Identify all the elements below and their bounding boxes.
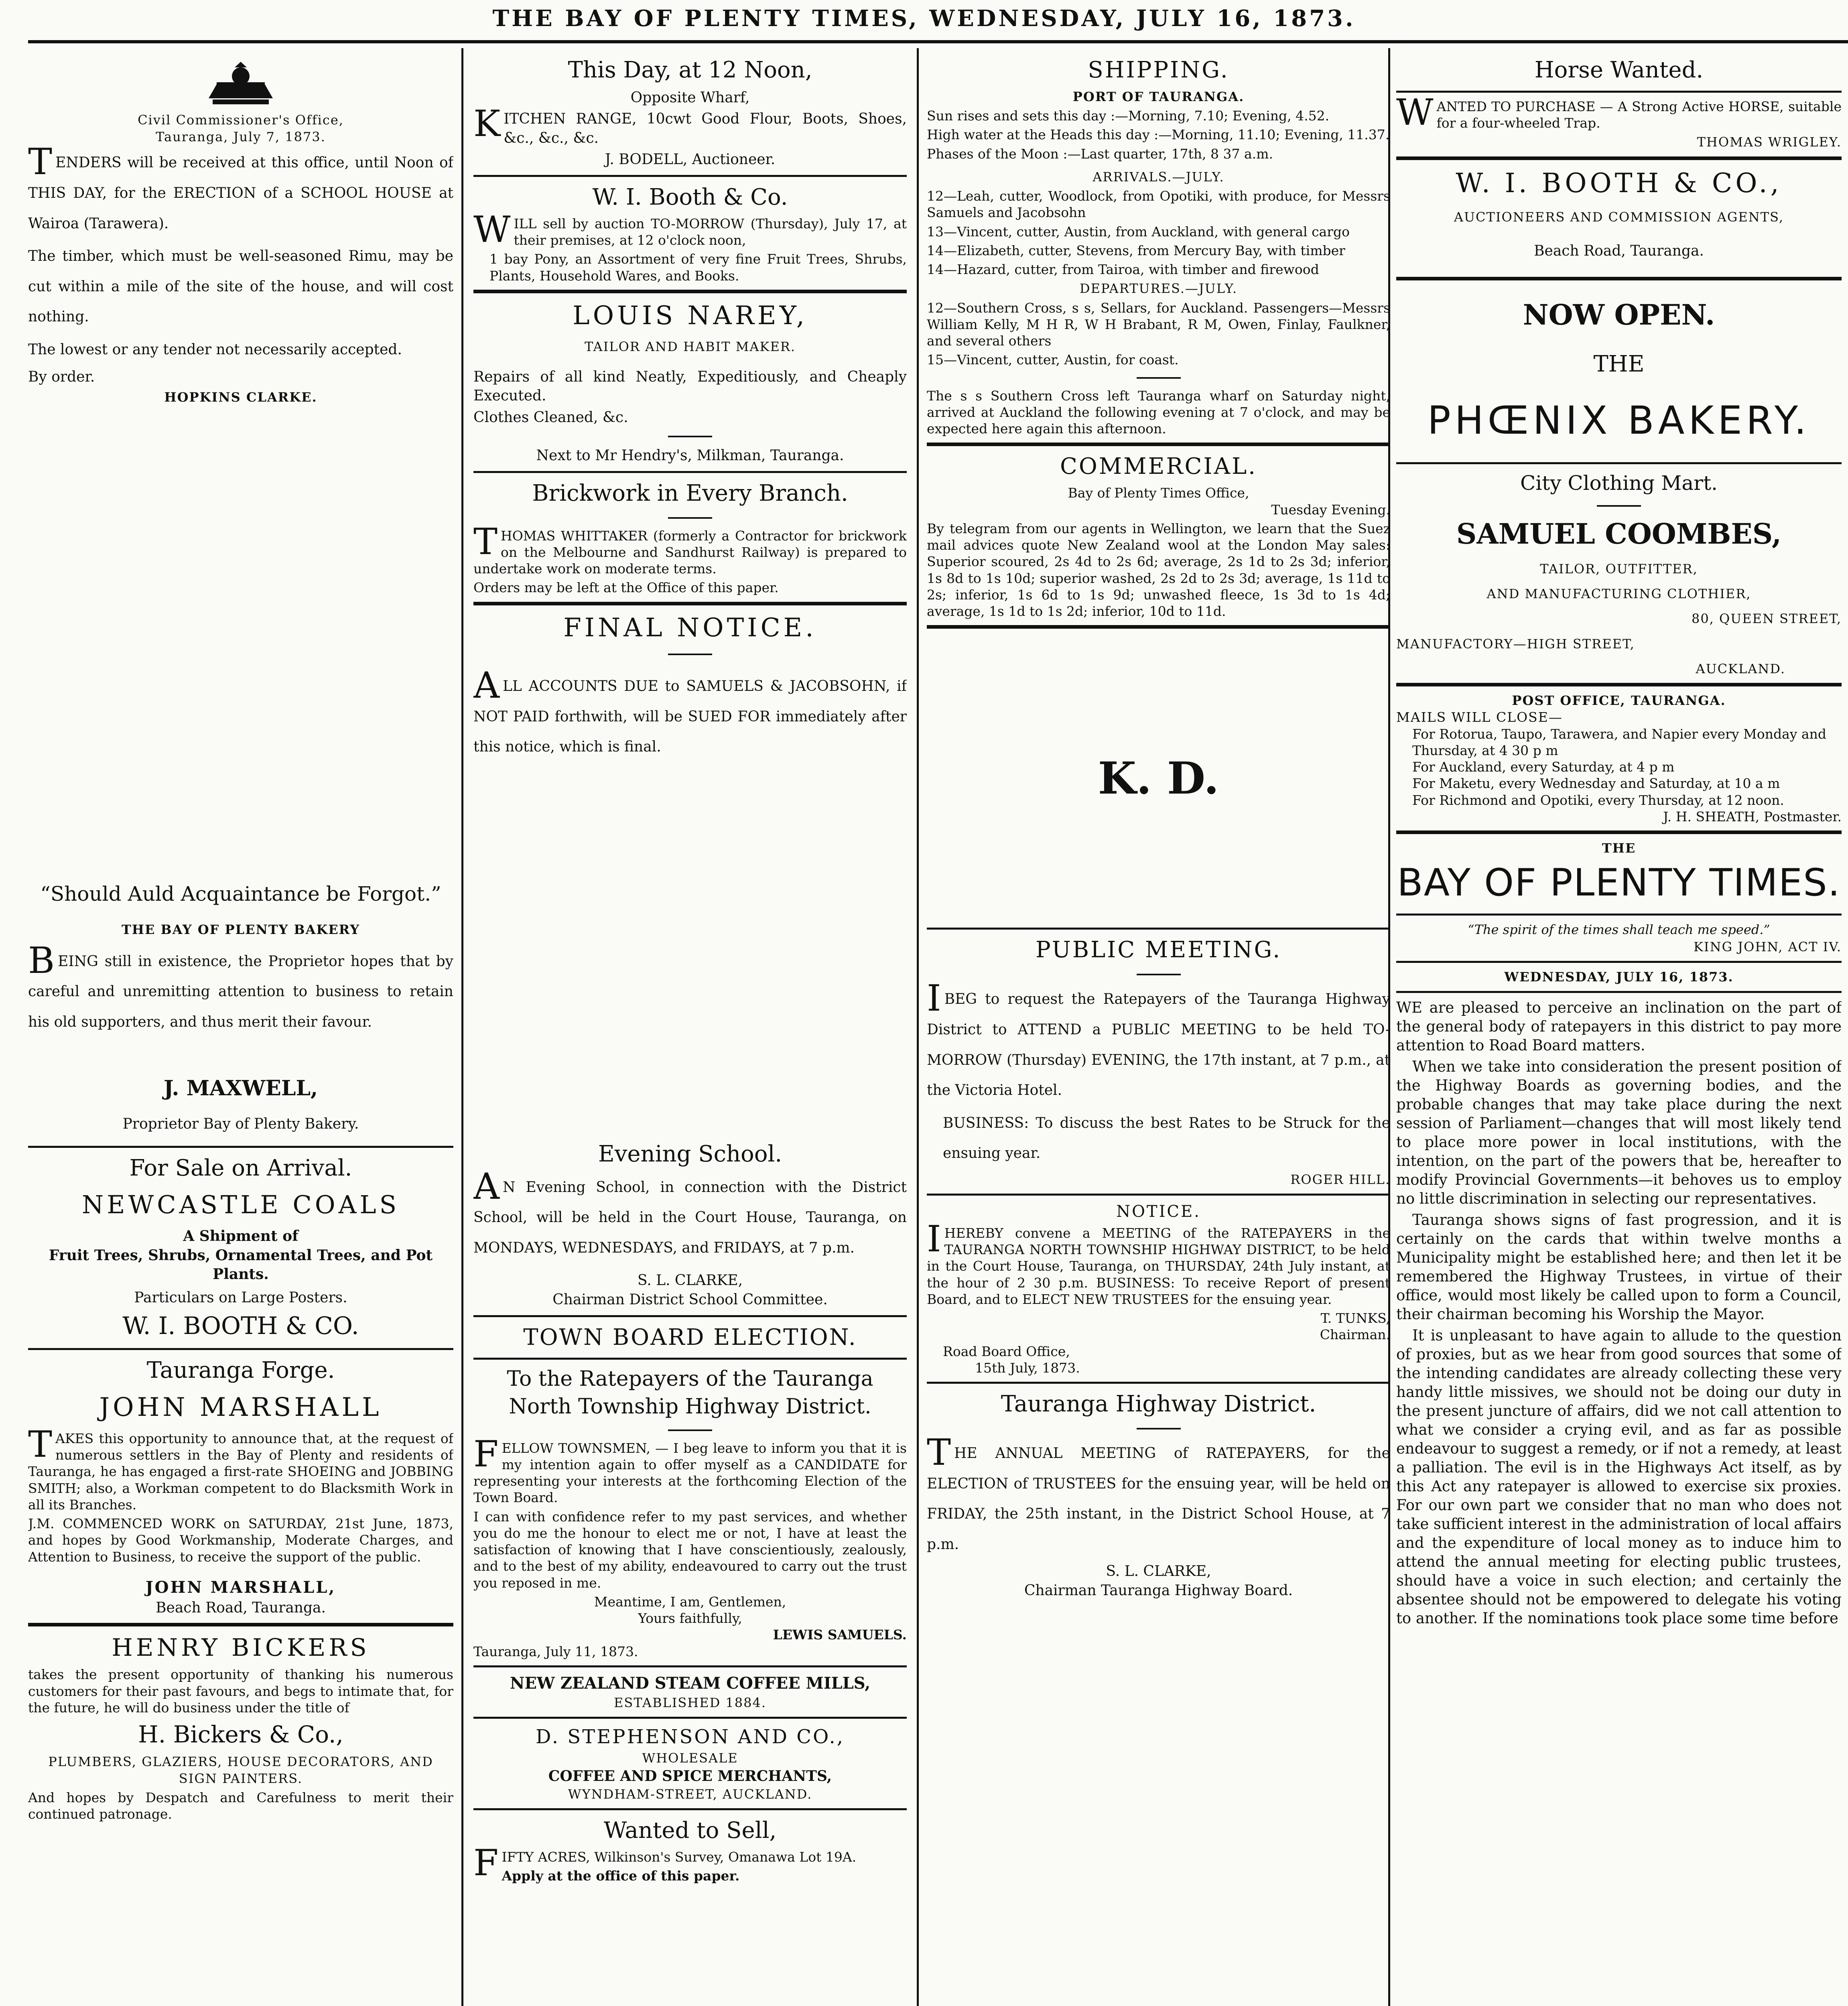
brickwork-body: THOMAS WHITTAKER (formerly a Contractor for brickwork on the Melbourne and Sandhurst Railway) is prepared to undertake work on moderate terms. [473, 520, 907, 577]
brickwork-orders: Orders may be left at the Office of this paper. [473, 580, 779, 596]
tender-byorder: By order. [28, 368, 95, 385]
noon-headline: This Day, at 12 Noon, [568, 57, 812, 83]
coombes-mart: City Clothing Mart. [1520, 471, 1718, 495]
election-ad [473, 1323, 907, 1660]
sale-line: A Shipment of [183, 1228, 299, 1245]
noon-auction-ad [473, 55, 907, 169]
column-2 [473, 52, 907, 2006]
booth-agents-ad [1396, 166, 1842, 261]
booth-auction-ad [473, 183, 907, 284]
ad-divider [1396, 830, 1842, 834]
ad-divider [927, 928, 1390, 930]
post-office-line: For Maketu, every Wednesday and Saturday, at 10 a m [1412, 776, 1780, 792]
wanted-sell-apply: Apply at the office of this paper. [502, 1868, 740, 1884]
shipping-section [927, 55, 1390, 437]
coffee-kind: WHOLESALE [642, 1750, 738, 1766]
horse-wanted-signature: THOMAS WRIGLEY. [1697, 134, 1842, 150]
coombes-factory: MANUFACTORY—HIGH STREET, [1396, 636, 1635, 652]
highway-headline: Tauranga Highway District. [1001, 1391, 1316, 1417]
bickers-trades: PLUMBERS, GLAZIERS, HOUSE DECORATORS, AND SIGN PAINTERS. [48, 1754, 433, 1786]
public-meeting-signature: ROGER HILL. [1290, 1172, 1390, 1187]
election-signature: LEWIS SAMUELS. [773, 1627, 907, 1643]
coffee-firm: D. STEPHENSON AND CO., [535, 1725, 845, 1748]
election-close: Meantime, I am, Gentlemen, [594, 1594, 786, 1610]
election-subtitle: To the Ratepayers of the Tauranga North Township Highway District. [507, 1367, 873, 1419]
editorial-paragraph: It is unpleasant to have again to allude to the question of proxies, but as we hear from good sources that some of the intending candidates are already collecting these very handy little missives, we should not be doing our duty in the present juncture of affairs, did we not call attention to what we consider a crying evil, and as far as possible endeavour to suggest a remedy, or if not a remedy, at least a palliation. The evil is in the Highways Act itself, as by this Act any ratepayer is allowed to exercise six proxies. For our own part we consider that no man who does not take sufficient interest in the administration of local affairs and the expenditure of local money as to induce him to attend the annual meeting for electing public trustees, should have a voice in such election; and certainly the absentee should not be empowered to delegate his voting to another. If the nominations took place some time before [1396, 1326, 1842, 1627]
bakery-name: THE BAY OF PLENTY BAKERY [121, 922, 360, 938]
booth-agents-trade: AUCTIONEERS AND COMMISSION AGENTS, [1454, 209, 1784, 225]
ad-divider [927, 1194, 1390, 1196]
noon-place: Opposite Wharf, [630, 89, 750, 106]
short-divider [1137, 377, 1181, 379]
ad-divider [1396, 156, 1842, 160]
tender-body: The timber, which must be well-seasoned Rimu, may be cut within a mile of the site of the house, and will cost nothing. [28, 248, 453, 325]
shipping-water: High water at the Heads this day :—Morning, 11.10; Evening, 11.37. [927, 127, 1390, 143]
bakery-headline: “Should Auld Acquaintance be Forgot.” [40, 882, 441, 906]
forge-ad [28, 1356, 453, 1618]
phoenix-name: PHŒNIX BAKERY. [1427, 398, 1811, 443]
coffee-headline: NEW ZEALAND STEAM COFFEE MILLS, [510, 1673, 871, 1693]
booth-headline: W. I. Booth & Co. [592, 184, 788, 210]
notice-ad [927, 1201, 1390, 1376]
short-divider [668, 436, 712, 437]
ad-divider [473, 602, 907, 605]
ad-divider [1396, 961, 1842, 963]
ad-divider [473, 1717, 907, 1719]
section-divider [927, 443, 1390, 446]
tender-body: TENDERS will be received at this office, until Noon of THIS DAY, for the ERECTION of a SCHOOL HOUSE at Wairoa (Tarawera). [28, 141, 453, 232]
editorial-paragraph: When we take into consideration the present position of the Highway Boards as governing bodies, and the probable changes that may take place during the next session of Parliament—changes that will most likely tend to place more power in local institutions, with the intention, on the part of the powers that be, hereafter to modify Provincial Governments—it behoves us to employ no little discrimination in selecting our representatives. [1396, 1058, 1842, 1207]
post-office-line: For Richmond and Opotiki, every Thursday, at 12 noon. [1412, 792, 1784, 808]
ad-divider [1396, 277, 1842, 280]
column-3 [927, 52, 1390, 2006]
evening-school-signature: S. L. CLARKE, [637, 1272, 743, 1289]
ad-divider [1396, 683, 1842, 686]
horse-wanted-ad [1396, 55, 1842, 151]
wanted-sell-headline: Wanted to Sell, [603, 1817, 777, 1844]
arrival-item: 13—Vincent, cutter, Austin, from Auckland, with general cargo [927, 223, 1350, 240]
commercial-office: Bay of Plenty Times Office, [1068, 485, 1249, 501]
highway-role: Chairman Tauranga Highway Board. [1024, 1582, 1293, 1599]
wanted-sell-ad [473, 1816, 907, 1884]
column-1 [28, 52, 453, 2006]
coombes-name: SAMUEL COOMBES, [1456, 517, 1782, 550]
public-meeting-body: IBEG to request the Ratepayers of the Tauranga Highway District to ATTEND a PUBLIC MEETING to be held TO-MORROW (Thursday) EVENING, the 17th instant, at 7 p.m., at the Victoria Hotel. [927, 977, 1390, 1099]
forge-signature: JOHN MARSHALL, [145, 1578, 336, 1597]
coombes-trade: AND MANUFACTURING CLOTHIER, [1487, 586, 1751, 602]
commercial-section [927, 452, 1390, 619]
narey-body: Clothes Cleaned, &c. [473, 409, 628, 426]
short-divider [668, 654, 712, 655]
bakery-role: Proprietor Bay of Plenty Bakery. [122, 1116, 359, 1133]
sale-coals: NEWCASTLE COALS [81, 1190, 400, 1220]
narey-name: LOUIS NAREY, [573, 300, 808, 331]
brickwork-ad [473, 479, 907, 596]
notice-headline: NOTICE. [1116, 1202, 1201, 1221]
tender-body: The lowest or any tender not necessarily accepted. [28, 341, 402, 358]
election-body: I can with confidence refer to my past services, and whether you do me the honour to elect me or not, I have at least the satisfaction of knowing that I have conscientiously, zealously, and to the best of my ability, endeavoured to carry out the trust you reposed in me. [473, 1509, 907, 1591]
post-office-ad [1396, 692, 1842, 825]
coffee-address: WYNDHAM-STREET, AUCKLAND. [568, 1787, 812, 1802]
editorial-paper-title: BAY OF PLENTY TIMES. [1397, 861, 1841, 905]
departure-item: 12—Southern Cross, s s, Sellars, for Auckland. Passengers—Messrs William Kelly, M H R, W H Brabant, R M, Owen, Finlay, Faulkner, and several others [927, 300, 1390, 349]
column-4 [1396, 52, 1842, 2006]
sale-line: Fruit Trees, Shrubs, Ornamental Trees, and Pot Plants. [49, 1247, 433, 1283]
coombes-address: 80, QUEEN STREET, [1691, 611, 1842, 627]
final-notice-ad [473, 611, 907, 762]
public-meeting-business: BUSINESS: To discuss the best Rates to be Struck for the ensuing year. [943, 1115, 1390, 1162]
ad-divider [473, 1315, 907, 1317]
booth-agents-name: W. I. BOOTH & CO., [1456, 167, 1782, 199]
kd-notice: K. D. [1098, 752, 1219, 804]
highway-ad [927, 1389, 1390, 1600]
bickers-name: HENRY BICKERS [112, 1634, 370, 1662]
public-meeting-ad [927, 935, 1390, 1188]
bickers-ad [28, 1632, 453, 1822]
section-divider [927, 625, 1390, 629]
election-dateline: Tauranga, July 11, 1873. [473, 1643, 638, 1659]
election-close: Yours faithfully, [638, 1610, 742, 1626]
final-notice-body: ALL ACCOUNTS DUE to SAMUELS & JACOBSOHN, if NOT PAID forthwith, will be SUED FOR immediately after this notice, which is final. [473, 664, 907, 755]
arrival-item: 14—Hazard, cutter, from Tairoa, with timber and firewood [927, 262, 1319, 278]
bakery-ad [28, 875, 453, 1133]
ad-divider [473, 1665, 907, 1667]
notice-signature: T. TUNKS, [1320, 1310, 1390, 1326]
short-divider [1597, 505, 1641, 507]
narey-body: Repairs of all kind Neatly, Expeditiously, and Cheaply Executed. [473, 368, 907, 404]
masthead: THE BAY OF PLENTY TIMES, WEDNESDAY, JULY 16, 1873. [492, 5, 1356, 32]
post-office-line: For Auckland, every Saturday, at 4 p m [1412, 759, 1675, 775]
post-office-headline: POST OFFICE, TAURANGA. [1512, 693, 1726, 709]
short-divider [1137, 1428, 1181, 1429]
bakery-body: BEING still in existence, the Proprietor hopes that by careful and unremitting attention to business to retain his old supporters, and thus merit their favour. [28, 939, 453, 1030]
booth-agents-address: Beach Road, Tauranga. [1534, 242, 1704, 259]
ad-divider [28, 1146, 453, 1148]
shipping-moon: Phases of the Moon :—Last quarter, 17th, 8 37 a.m. [927, 146, 1273, 162]
editorial-paragraph: Tauranga shows signs of fast progression, and it is certainly on the cards that within twelve months a Municipality might be established here; and then let it be remembered the Highway Trustees, in virtue of their office, would most likely be called upon to form a Council, their chairman becoming his Worship the Mayor. [1396, 1211, 1842, 1323]
booth-items: 1 bay Pony, an Assortment of very fine Fruit Trees, Shrubs, Plants, Household Wares, and Books. [489, 251, 907, 284]
notice-office: Road Board Office, [943, 1343, 1070, 1359]
evening-school-body: AN Evening School, in connection with the District School, will be held in the Court House, Tauranga, on MONDAYS, WEDNESDAYS, and FRIDAYS, at 7 p.m. [473, 1165, 907, 1256]
ad-divider [473, 175, 907, 177]
commercial-when: Tuesday Evening. [1271, 502, 1390, 518]
notice-date: 15th July, 1873. [975, 1360, 1080, 1376]
post-office-mails: MAILS WILL CLOSE— [1396, 709, 1563, 725]
commercial-headline: COMMERCIAL. [1060, 453, 1257, 480]
short-divider [1137, 974, 1181, 975]
evening-school-role: Chairman District School Committee. [552, 1291, 828, 1308]
booth-body: WILL sell by auction TO-MORROW (Thursday), July 17, at their premises, at 12 o'clock noon, [473, 208, 907, 251]
tender-office: Civil Commissioner's Office, [138, 112, 344, 128]
tender-signature: HOPKINS CLARKE. [164, 390, 317, 405]
sale-ad [28, 1153, 453, 1342]
tender-dateline: Tauranga, July 7, 1873. [156, 129, 326, 145]
coffee-established: ESTABLISHED 1884. [613, 1695, 766, 1710]
post-office-signature: J. H. SHEATH, Postmaster. [1663, 808, 1842, 824]
narey-ad [473, 299, 907, 465]
bickers-firm: H. Bickers & Co., [138, 1721, 343, 1748]
coombes-trade: TAILOR, OUTFITTER, [1540, 561, 1698, 577]
departure-item: 15—Vincent, cutter, Austin, for coast. [927, 352, 1179, 368]
phoenix-the: THE [1593, 351, 1645, 377]
royal-crest-icon [201, 60, 281, 108]
tender-ad [28, 60, 453, 406]
brickwork-headline: Brickwork in Every Branch. [532, 480, 848, 506]
phoenix-open: NOW OPEN. [1523, 298, 1715, 331]
noon-signature: J. BODELL, Auctioneer. [605, 151, 776, 168]
shipping-port: PORT OF TAURANGA. [1072, 89, 1245, 104]
sale-line: Particulars on Large Posters. [134, 1289, 347, 1306]
ad-divider [1396, 991, 1842, 993]
editorial-paragraph: WE are pleased to perceive an inclination on the part of the general body of ratepayers in this district to pay more attention to Road Board matters. [1396, 999, 1842, 1054]
shipping-headline: SHIPPING. [1088, 57, 1229, 83]
narey-address: Next to Mr Hendry's, Milkman, Tauranga. [536, 447, 844, 464]
masthead-rule [28, 40, 1848, 43]
final-notice-headline: FINAL NOTICE. [563, 613, 817, 643]
arrivals-heading: ARRIVALS.—JULY. [1093, 169, 1225, 185]
forge-body: J.M. COMMENCED WORK on SATURDAY, 21st June, 1873, and hopes by Good Workmanship, Moderate Charges, and Attention to Business, to receive the support of the public. [28, 1516, 453, 1565]
post-office-line: For Rotorua, Taupo, Tarawera, and Napier every Monday and Thursday, at 4 30 p m [1412, 726, 1826, 758]
evening-school-ad [473, 1139, 907, 1310]
shipping-sun: Sun rises and sets this day :—Morning, 7.10; Evening, 4.52. [927, 108, 1330, 124]
phoenix-bakery-ad [1396, 296, 1842, 446]
editorial-date: WEDNESDAY, JULY 16, 1873. [1504, 969, 1734, 985]
coffee-trade: COFFEE AND SPICE MERCHANTS, [548, 1767, 832, 1785]
bickers-closing: And hopes by Despatch and Carefulness to merit their continued patronage. [28, 1790, 453, 1822]
forge-body: TAKES this opportunity to announce that, at the request of numerous settlers in the Bay of Plenty and residents of Tauranga, he has engaged a first-rate SHOEING and JOBBING SMITH; also, a Workman competent to do Blacksmith Work in all its Branches. [28, 1423, 453, 1513]
coffee-ad [473, 1673, 907, 1803]
forge-name: JOHN MARSHALL [99, 1393, 382, 1423]
election-headline: TOWN BOARD ELECTION. [523, 1324, 857, 1350]
wanted-sell-body: FIFTY ACRES, Wilkinson's Survey, Omanawa Lot 19A. [473, 1842, 857, 1884]
arrival-item: 12—Leah, cutter, Woodlock, from Opotiki, with produce, for Messrs Samuels and Jacobsohn [927, 188, 1390, 221]
coombes-ad [1396, 470, 1842, 678]
election-body: FELLOW TOWNSMEN, — I beg leave to inform you that it is my intention again to offer myself as a CANDIDATE for representing your interests at the forthcoming Election of the Town Board. [473, 1433, 907, 1506]
ad-divider [473, 290, 907, 293]
shipping-note: The s s Southern Cross left Tauranga wharf on Saturday night, arrived at Auckland the following evening at 7 o'clock, and may be expected here again this afternoon. [927, 388, 1390, 437]
departures-heading: DEPARTURES.—JULY. [1079, 281, 1238, 296]
horse-wanted-body: WANTED TO PURCHASE — A Strong Active HORSE, suitable for a four-wheeled Trap. [1396, 91, 1842, 134]
short-divider [668, 517, 712, 519]
ad-divider [28, 1623, 453, 1626]
coombes-city: AUCKLAND. [1696, 661, 1785, 676]
editorial [1396, 840, 1842, 1628]
ad-divider [927, 1382, 1390, 1384]
ad-divider [1396, 462, 1842, 464]
ad-divider [473, 1358, 907, 1360]
noon-body: KITCHEN RANGE, 10cwt Good Flour, Boots, Shoes, &c., &c., &c. [473, 103, 907, 146]
notice-role: Chairman. [1320, 1327, 1390, 1343]
column-rule [461, 48, 463, 2006]
sale-signature: W. I. BOOTH & CO. [122, 1312, 359, 1340]
ad-divider [1396, 914, 1842, 916]
notice-body: IHEREBY convene a MEETING of the RATEPAYERS in the TAURANGA NORTH TOWNSHIP HIGHWAY DISTRICT, to be held in the Court House, Tauranga, on THURSDAY, 24th July instant, at the hour of 2 30 p.m. BUSINESS: To receive Report of present Board, and to ELECT NEW TRUSTEES for the ensuing year. [927, 1218, 1390, 1307]
column-rule [917, 48, 919, 2006]
forge-address: Beach Road, Tauranga. [156, 1599, 326, 1616]
bickers-body: takes the present opportunity of thanking his numerous customers for their past favours, and begs to intimate that, for the future, he will do business under the title of [28, 1667, 453, 1716]
forge-headline: Tauranga Forge. [146, 1357, 335, 1383]
ad-divider [473, 1808, 907, 1810]
highway-body: THE ANNUAL MEETING of RATEPAYERS, for the ELECTION of TRUSTEES for the ensuing year, will be held on FRIDAY, the 25th instant, in the District School House, at 7 p.m. [927, 1431, 1390, 1553]
arrival-item: 14—Elizabeth, cutter, Stevens, from Mercury Bay, with timber [927, 242, 1345, 258]
editorial-motto: “The spirit of the times shall teach me speed.” [1468, 922, 1770, 938]
public-meeting-headline: PUBLIC MEETING. [1035, 937, 1282, 963]
narey-trade: TAILOR AND HABIT MAKER. [584, 339, 796, 355]
commercial-body: By telegram from our agents in Wellington, we learn that the Suez mail advices quote New Zealand wool at the London May sales: Superior scoured, 2s 4d to 2s 6d; average, 2s 1d to 2s 3d; inferior, 1s 8d to 1s 10d; superior washed, 2s 2d to 2s 3d; average, 1s 11d to 2s; inferior, 1s 6d to 1s 9d; unwashed fleece, 1s 3d to 1s 4d; average, 1s 1d to 1s 2d; inferior, 10d to 11d. [927, 520, 1390, 619]
short-divider [668, 1429, 712, 1431]
bakery-signature: J. MAXWELL, [163, 1076, 318, 1101]
editorial-the: THE [1602, 841, 1636, 856]
highway-signature: S. L. CLARKE, [1106, 1563, 1211, 1580]
ad-divider [473, 471, 907, 473]
sale-headline: For Sale on Arrival. [129, 1155, 352, 1181]
ad-divider [28, 1348, 453, 1350]
ad-divider [1396, 91, 1842, 93]
evening-school-headline: Evening School. [598, 1141, 782, 1167]
editorial-source: KING JOHN, ACT IV. [1694, 939, 1842, 954]
horse-wanted-headline: Horse Wanted. [1534, 57, 1704, 83]
